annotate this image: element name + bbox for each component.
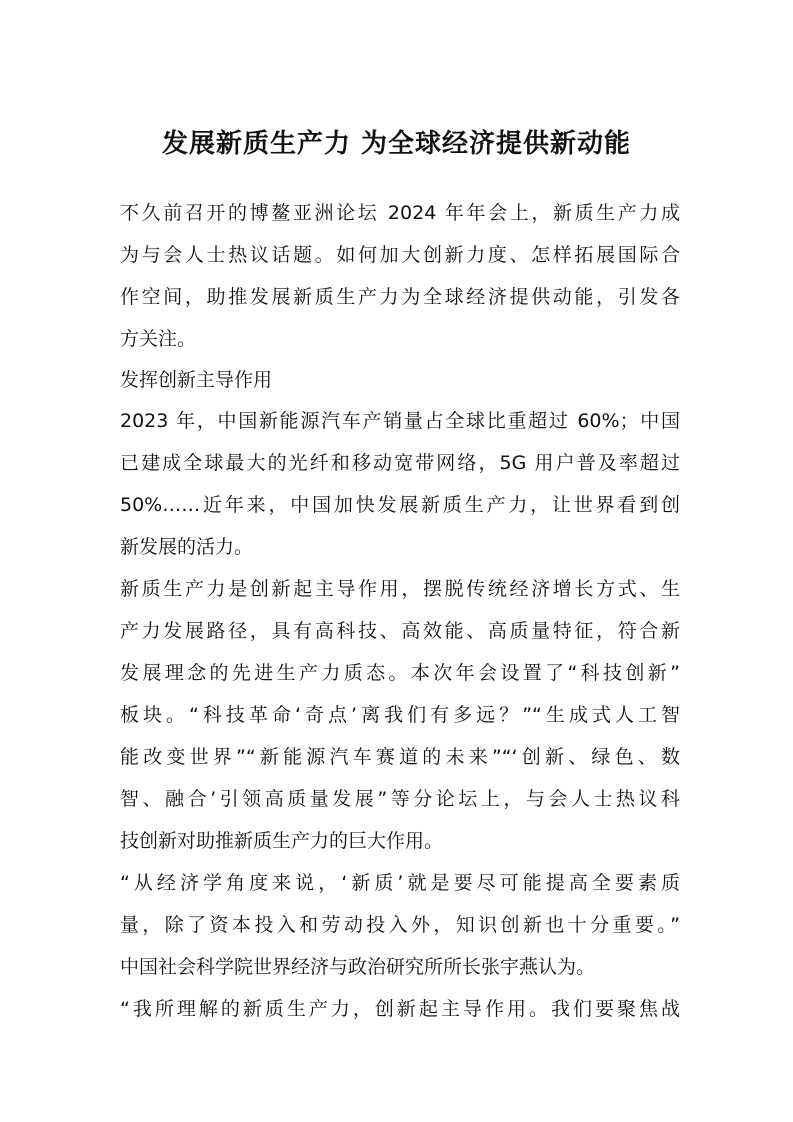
paragraph-line: 能改变世界”“新能源汽车赛道的未来”“‘创新、绿色、数 [120,746,680,768]
paragraph-line: 已建成全球最大的光纤和移动宽带网络，5G 用户普及率超过 [120,452,680,474]
document-title: 发展新质生产力 为全球经济提供新动能 [161,129,632,159]
paragraph-line: 不久前召开的博鳌亚洲论坛 2024 年年会上，新质生产力成 [120,202,680,224]
paragraph-line: 板块。“科技革命‘奇点’离我们有多远？”“生成式人工智 [120,704,680,726]
paragraph-line: 新质生产力是创新起主导作用，摆脱传统经济增长方式、生 [120,578,680,600]
paragraph-line: 新发展的活力。 [120,536,254,558]
paragraph-line: 智、融合’引领高质量发展”等分论坛上，与会人士热议科 [120,788,680,810]
paragraph-line: 技创新对助推新质生产力的巨大作用。 [120,830,444,852]
paragraph-line: 方关注。 [120,328,197,350]
paragraph-line: 量，除了资本投入和劳动投入外，知识创新也十分重要。” [120,914,680,936]
paragraph-line: 作空间，助推发展新质生产力为全球经济提供动能，引发各 [120,286,680,308]
section-heading: 发挥创新主导作用 [120,369,273,391]
paragraph-line: “从经济学角度来说，‘新质’就是要尽可能提高全要素质 [120,872,680,894]
paragraph-line: 为与会人士热议话题。如何加大创新力度、怎样拓展国际合 [120,244,680,266]
paragraph-line: 50%……近年来，中国加快发展新质生产力，让世界看到创 [120,494,680,516]
paragraph-line: 中国社会科学院世界经济与政治研究所所长张宇燕认为。 [120,956,596,978]
paragraph-line: 产力发展路径，具有高科技、高效能、高质量特征，符合新 [120,620,680,642]
paragraph-line: 发展理念的先进生产力质态。本次年会设置了“科技创新” [120,662,680,684]
paragraph-line: 2023 年，中国新能源汽车产销量占全球比重超过 60%；中国 [120,410,680,432]
paragraph-line: “我所理解的新质生产力，创新起主导作用。我们要聚焦战 [120,998,680,1020]
